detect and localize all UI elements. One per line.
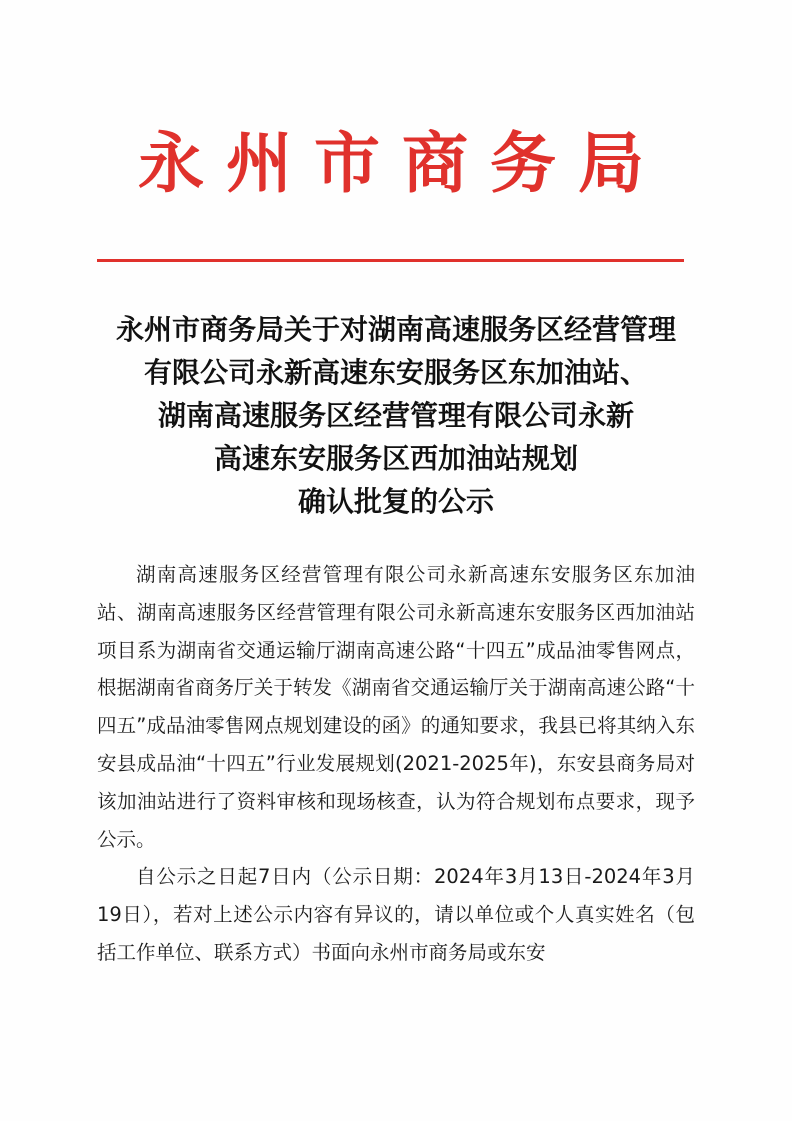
organization-header: 永州市商务局 [138,124,666,202]
red-divider [97,259,684,262]
document-body [97,556,695,972]
title-line: 湖南高速服务区经营管理有限公司永新 [157,399,634,432]
document-title [60,308,732,523]
body-paragraph: 自公示之日起7日内（公示日期：2024年3月13日-2024年3月19日），若对上述公示内容有异议的，请以单位或个人真实姓名（包括工作单位、联系方式）书面向永州市商务局或东安 [97,865,695,964]
title-line: 永州市商务局关于对湖南高速服务区经营管理 [115,313,676,346]
body-paragraph: 湖南高速服务区经营管理有限公司永新高速东安服务区东加油站、湖南高速服务区经营管理有限公司永新高速东安服务区西加油站项目系为湖南省交通运输厅湖南高速公路“十四五”成品油零售网点，根据湖南省商务厅关于转发《湖南省交通运输厅关于湖南高速公路“十四五”成品油零售网点规划建设的函》的通知要求，我县已将其纳入东安县成品油“十四五”行业发展规划(2021-2025年)，东安县商务局对该加油站进行了资料审核和现场核查，认为符合规划布点要求，现予公示。 [97,563,695,851]
title-line: 确认批复的公示 [297,485,494,518]
title-line: 有限公司永新高速东安服务区东加油站、 [143,356,648,389]
title-line: 高速东安服务区西加油站规划 [213,442,578,475]
